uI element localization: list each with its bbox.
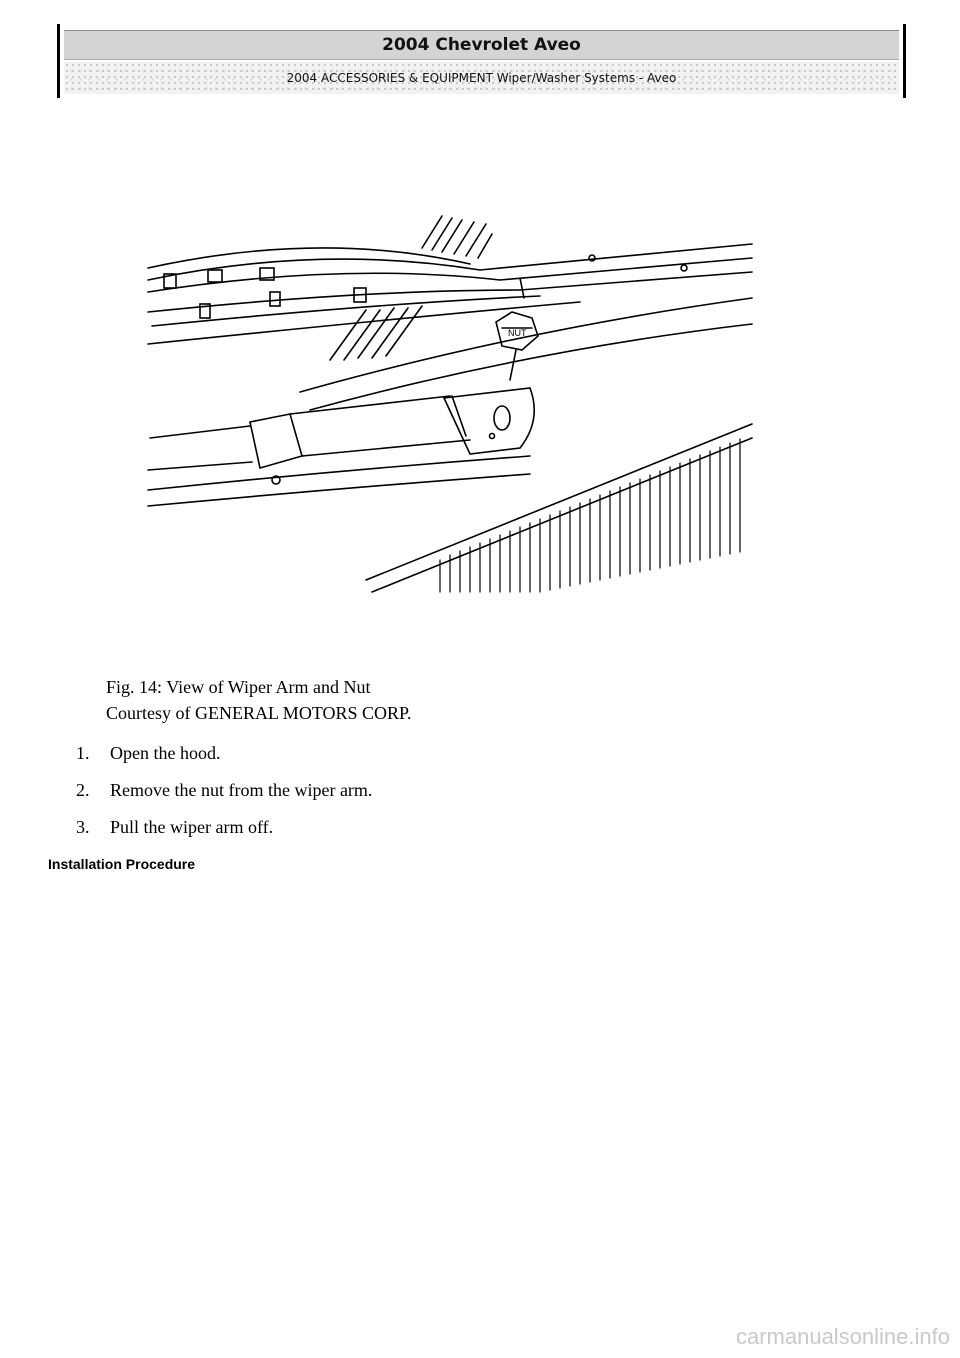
removal-steps: [72, 740, 372, 851]
document-subtitle: 2004 ACCESSORIES & EQUIPMENT Wiper/Washer Systems - Aveo: [64, 62, 899, 94]
installation-heading: Installation Procedure: [48, 856, 196, 872]
step-number: 2.: [76, 780, 90, 800]
step-text: Open the hood.: [110, 743, 221, 763]
step-item: [72, 814, 372, 851]
step-text: Remove the nut from the wiper arm.: [110, 780, 373, 800]
step-number: 3.: [76, 817, 90, 837]
caption-title: Fig. 14: View of Wiper Arm and Nut: [106, 677, 371, 697]
step-text: Pull the wiper arm off.: [110, 817, 274, 837]
caption-credit: Courtesy of GENERAL MOTORS CORP.: [106, 703, 412, 723]
wiper-arm-illustration: [140, 200, 760, 600]
step-item: [72, 740, 372, 777]
nut-callout: NUT: [508, 328, 527, 338]
step-item: [72, 777, 372, 814]
figure-caption: [106, 674, 412, 726]
step-number: 1.: [76, 743, 90, 763]
watermark: carmanualsonline.info: [735, 1324, 950, 1349]
document-title: 2004 Chevrolet Aveo: [64, 30, 899, 60]
page-header: [57, 24, 906, 98]
wiper-arm-drawing: [140, 200, 760, 600]
